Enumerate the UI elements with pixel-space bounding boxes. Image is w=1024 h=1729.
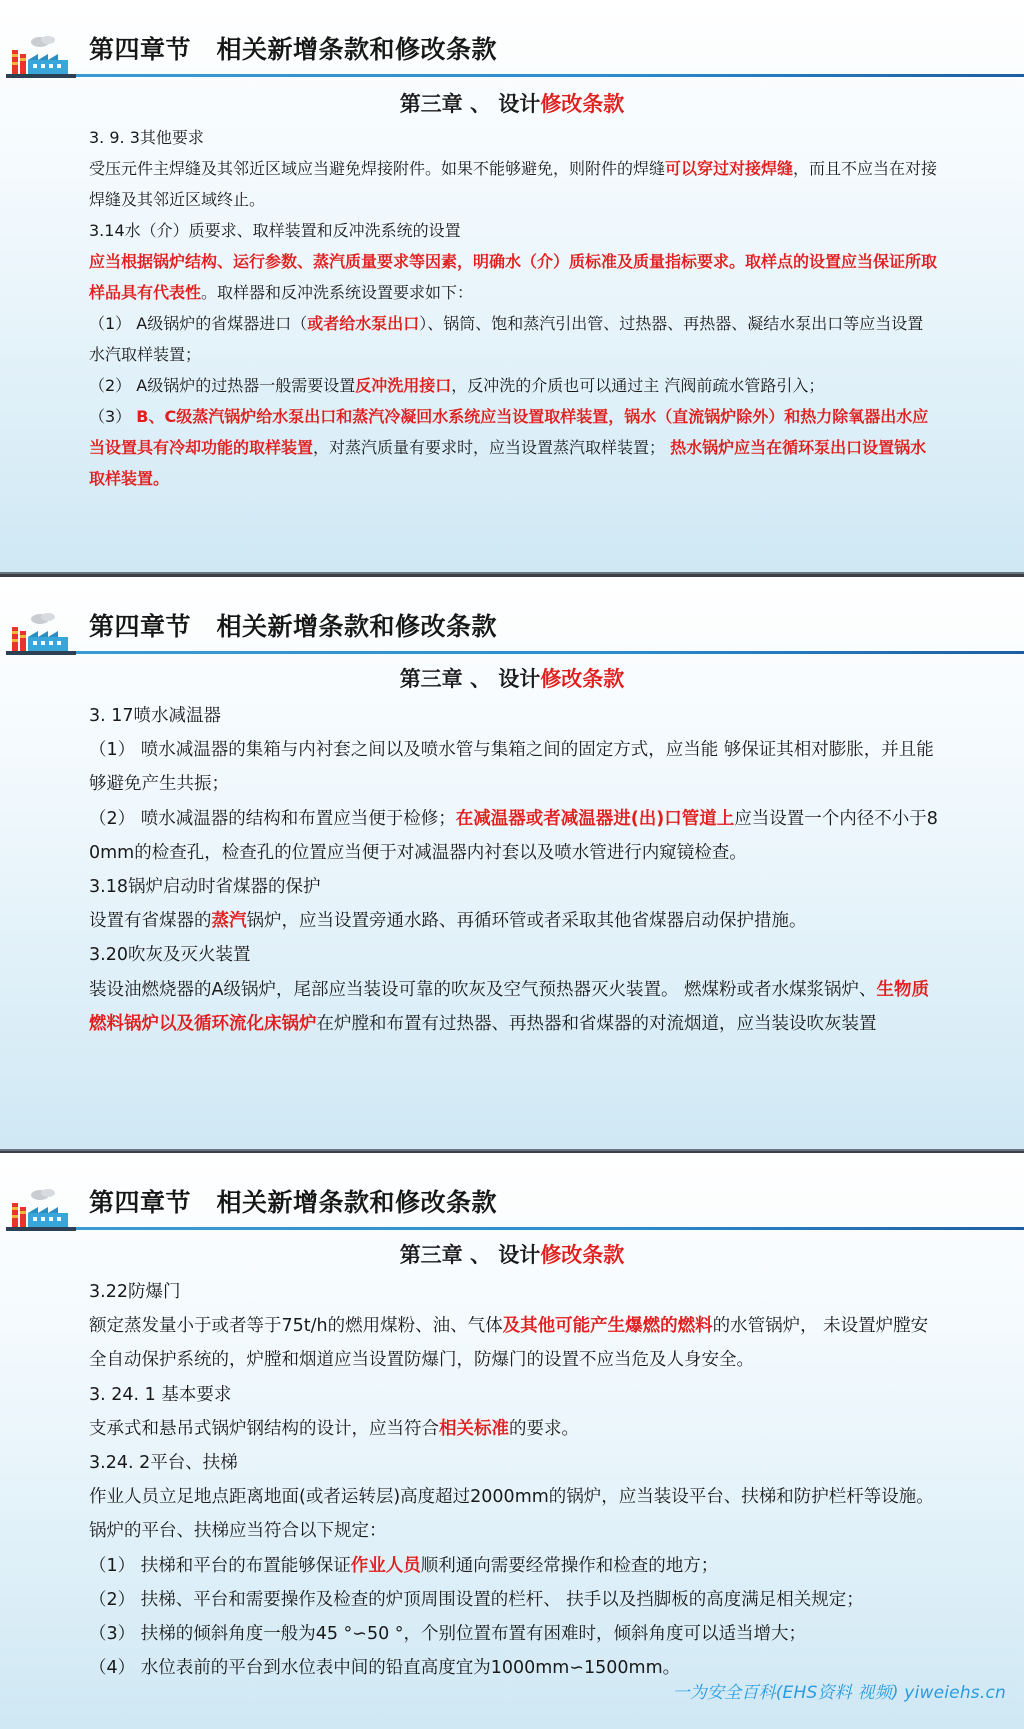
paragraph: 3.18锅炉启动时省煤器的保护 [89,877,321,898]
slide-header [0,22,1024,80]
paragraph: 3.20吹灰及灭火装置 [89,945,251,966]
header-title: 第四章节 相关新增条款和修改条款 [89,35,498,64]
section-subtitle: 第三章 、 设计修改条款 [399,92,625,116]
paragraph: 支承式和悬吊式锅炉钢结构的设计，应当符合相关标准的要求。 [89,1418,579,1439]
slide-1 [0,0,1024,574]
paragraph: 受压元件主焊缝及其邻近区域应当避免焊接附件。如果不能够避免，则附件的焊缝可以穿过对接焊缝，而且不应当在对接焊缝及其邻近区域终止。 [89,159,938,209]
header-divider [76,1227,1024,1230]
paragraph: 3.22防爆门 [89,1282,181,1302]
factory-logo-icon [6,36,76,80]
paragraph: 3. 9. 3其他要求 [89,128,204,147]
paragraph: （1） A级锅炉的省煤器进口（或者给水泵出口）、锅筒、饱和蒸汽引出管、过热器、再热器、凝结水泵出口等应当设置水汽取样装置； [89,314,924,364]
header-divider [76,651,1024,654]
slide-2 [0,577,1024,1151]
header-title: 第四章节 相关新增条款和修改条款 [89,612,498,641]
factory-logo-icon [6,613,76,657]
header-title: 第四章节 相关新增条款和修改条款 [89,1188,498,1217]
slide-header [0,1175,1024,1233]
paragraph: （3） 扶梯的倾斜角度一般为45 °∽50 °，个别位置布置有困难时，倾斜角度可以适当增大； [89,1624,807,1645]
section-subtitle: 第三章 、 设计修改条款 [399,1243,625,1267]
paragraph: 额定蒸发量小于或者等于75t/h的燃用煤粉、油、气体及其他可能产生爆燃的燃料的水管锅炉， 未设置炉膛安全自动保护系统的，炉膛和烟道应当设置防爆门，防爆门的设置不应当危及人身安全。 [89,1316,929,1371]
slide-body [89,1275,939,1685]
paragraph: （3） B、C级蒸汽锅炉给水泵出口和蒸汽冷凝回水系统应当设置取样装置，锅水（直流锅炉除外）和热力除氧器出水应当设置具有冷却功能的取样装置，对蒸汽质量有要求时，应当设置蒸汽取样装置； 热水锅炉应当在循环泵出口设置锅水取样装置。 [89,407,929,488]
paragraph: （1） 扶梯和平台的布置能够保证作业人员顺利通向需要经常操作和检查的地方； [89,1555,719,1576]
paragraph: 3.14水（介）质要求、取样装置和反冲洗系统的设置 [89,221,461,240]
slide-body [89,699,939,1041]
section-subtitle: 第三章 、 设计修改条款 [399,667,625,691]
paragraph: 作业人员立足地点距离地面(或者运转层)高度超过2000mm的锅炉，应当装设平台、扶梯和防护栏杆等设施。锅炉的平台、扶梯应当符合以下规定： [89,1487,934,1542]
slide-body [89,122,939,494]
paragraph: 3.24. 2平台、扶梯 [89,1453,238,1474]
factory-logo-icon [6,1189,76,1233]
paragraph: （2） A级锅炉的过热器一般需要设置反冲洗用接口，反冲洗的介质也可以通过主 汽阀前疏水管路引入； [89,376,825,395]
watermark: 一为安全百科(EHS资料 视频) yiweiehs.cn [672,1683,1006,1703]
paragraph: 装设油燃烧器的A级锅炉，尾部应当装设可靠的吹灰及空气预热器灭火装置。 燃煤粉或者水煤浆锅炉、生物质燃料锅炉以及循环流化床锅炉在炉膛和布置有过热器、再热器和省煤器的对流烟道，应当装设吹灰装置 [89,979,930,1034]
paragraph: （1） 喷水减温器的集箱与内衬套之间以及喷水管与集箱之间的固定方式，应当能 够保证其相对膨胀，并且能够避免产生共振； [89,740,934,795]
paragraph: （2） 扶梯、平台和需要操作及检查的炉顶周围设置的栏杆、 扶手以及挡脚板的高度满足相关规定； [89,1589,864,1610]
paragraph: 应当根据锅炉结构、运行参数、蒸汽质量要求等因素，明确水（介）质标准及质量指标要求。取样点的设置应当保证所取样品具有代表性。取样器和反冲洗系统设置要求如下： [89,252,938,302]
slide-header [0,599,1024,657]
paragraph: （4） 水位表前的平台到水位表中间的铅直高度宜为1000mm∽1500mm。 [89,1658,681,1679]
paragraph: 3. 17喷水减温器 [89,706,222,726]
paragraph: （2） 喷水减温器的结构和布置应当便于检修；在减温器或者减温器进(出)口管道上应当设置一个内径不小于80mm的检查孔，检查孔的位置应当便于对减温器内衬套以及喷水管进行内窥镜检查。 [89,808,938,863]
header-divider [76,74,1024,77]
slide-3 [0,1153,1024,1729]
paragraph: 3. 24. 1 基本要求 [89,1384,232,1405]
paragraph: 设置有省煤器的蒸汽锅炉，应当设置旁通水路、再循环管或者采取其他省煤器启动保护措施。 [89,911,807,932]
